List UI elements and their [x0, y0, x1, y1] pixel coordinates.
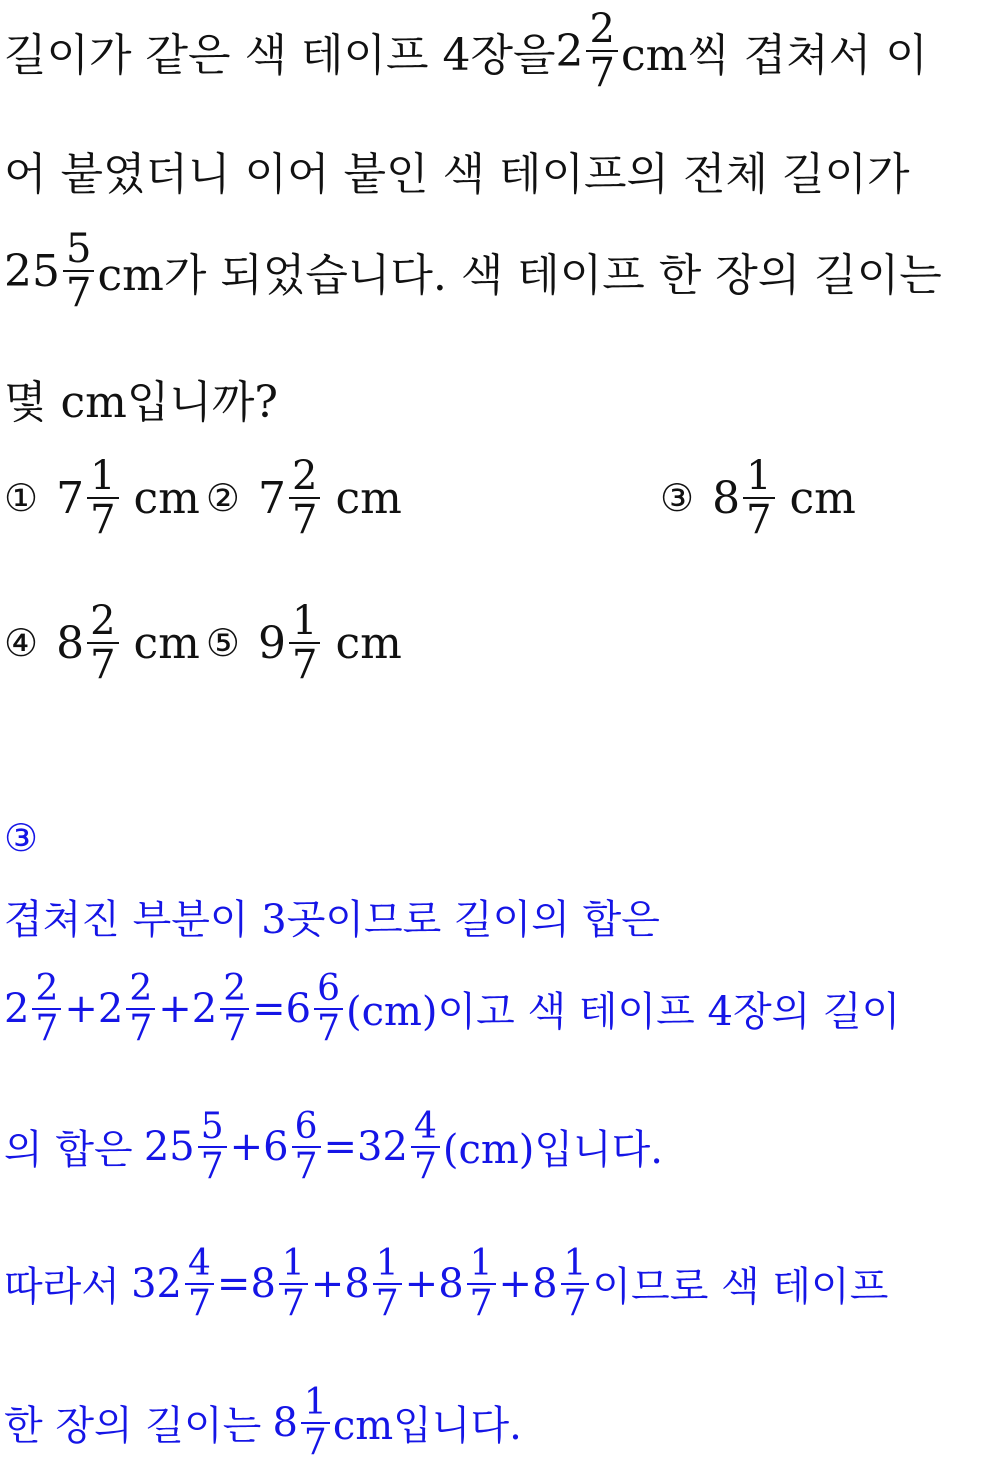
options-row-2 — [4, 600, 402, 686]
explanation-line-5: 한 장의 길이는 8 $\frac{1}{7}$ cm입니다. — [4, 1382, 522, 1463]
question-text: cm씩 겹쳐서 이 — [620, 30, 928, 81]
question-line-3 — [4, 228, 942, 314]
option-2[interactable]: ② 7 $\frac{2}{7}$ cm — [205, 453, 402, 543]
mixed-number-whole: 25 — [4, 245, 60, 297]
fraction: $\frac{5}{7}$ — [63, 228, 94, 314]
option-5[interactable]: ⑤ 9 $\frac{1}{7}$ cm — [205, 598, 402, 688]
explanation-line-2: 2 $\frac{2}{7}$ +2 $\frac{2}{7}$ +2 $\frac{2}{7}$ =6 $\frac{6}{7}$ (cm)이고 색 테이프 4장의 길이 — [4, 968, 901, 1049]
answer-mark: ③ — [4, 816, 39, 860]
options-row-1 — [4, 455, 964, 541]
question-line-1 — [4, 8, 928, 94]
explanation-line-1: 겹쳐진 부분이 3곳이므로 길이의 합은 — [4, 897, 660, 943]
question-line-2 — [4, 138, 909, 202]
question-line-4 — [4, 366, 278, 430]
option-1[interactable]: ① 7 $\frac{1}{7}$ cm — [4, 453, 200, 543]
explanation-line-3: 의 합은 25 $\frac{5}{7}$ +6 $\frac{6}{7}$ =32 $\frac{4}{7}$ (cm)입니다. — [4, 1106, 664, 1187]
explanation-line-4: 따라서 32 $\frac{4}{7}$ =8 $\frac{1}{7}$ +8 $\frac{1}{7}$ +8 $\frac{1}{7}$ +8 $\frac{1}{7}$ 이므로 색 테이프 — [4, 1243, 889, 1324]
option-3[interactable]: ③ 8 $\frac{1}{7}$ cm — [660, 453, 856, 543]
question-text: 어 붙였더니 이어 붙인 색 테이프의 전체 길이가 — [4, 149, 910, 200]
mixed-number-whole: 2 — [555, 25, 584, 77]
fraction: $\frac{2}{7}$ — [586, 8, 617, 94]
option-4[interactable]: ④ 8 $\frac{2}{7}$ cm — [4, 598, 200, 688]
question-text: 몇 cm입니까? — [4, 377, 278, 428]
question-text: cm가 되었습니다. 색 테이프 한 장의 길이는 — [97, 250, 942, 301]
question-text: 길이가 같은 색 테이프 4장을 — [4, 30, 556, 81]
